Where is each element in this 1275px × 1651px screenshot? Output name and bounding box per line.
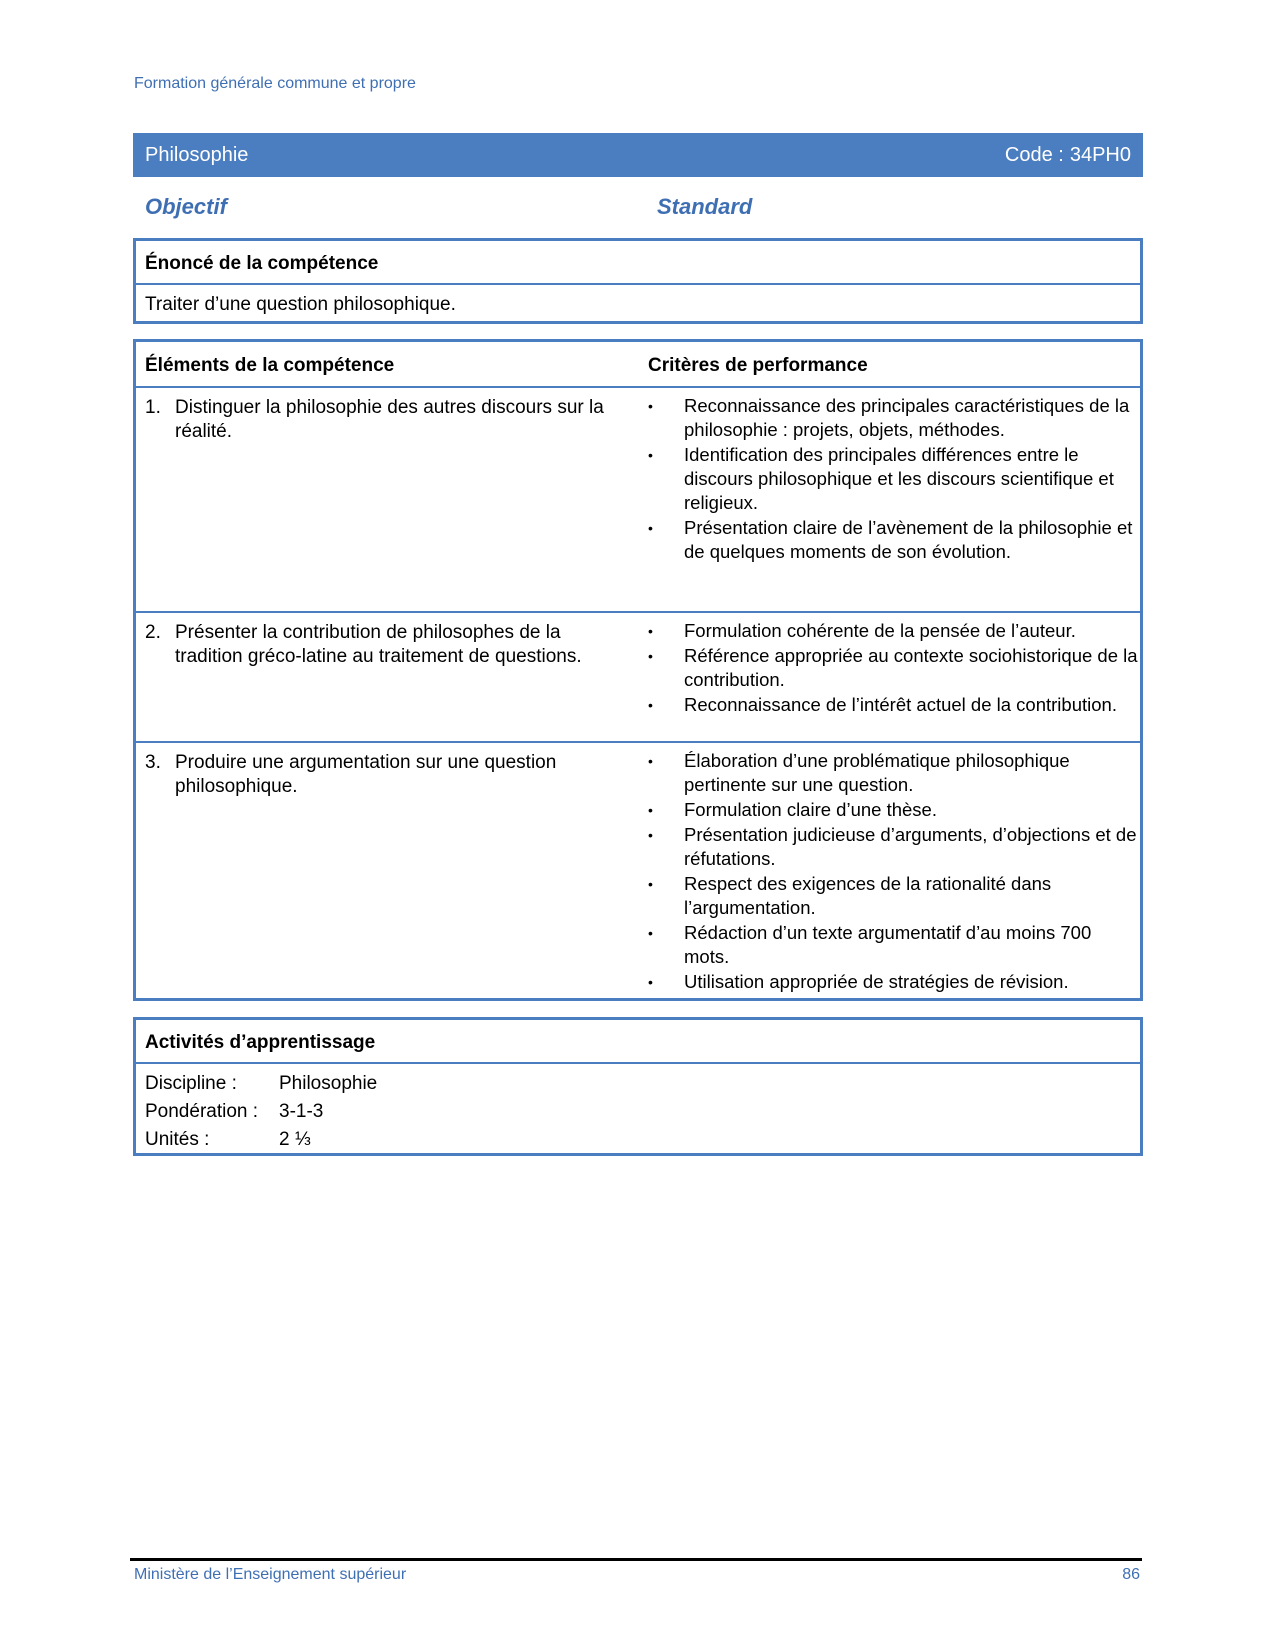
course-code-label: Code : <box>1004 143 1064 166</box>
element-description: Présenter la contribution de philosophes de la tradition gréco-latine au traitement de questions. <box>175 622 582 667</box>
ponderation-label: Pondération : <box>145 1101 259 1122</box>
criteria-item: • Présentation judicieuse d’arguments, d’objections et de réfutations. <box>648 824 1137 869</box>
page-number: 86 <box>1122 1566 1140 1583</box>
criteria-list <box>648 749 1138 995</box>
course-title: Philosophie <box>145 143 249 166</box>
unites-label: Unités : <box>145 1129 210 1150</box>
standard-heading: Standard <box>657 194 753 219</box>
bullet-icon: • <box>648 648 653 664</box>
criteria-item: • Identification des principales différences entre le discours philosophique et les discours scientifique et religieux. <box>648 444 1114 513</box>
criteria-item: • Utilisation appropriée de stratégies de révision. <box>648 971 1069 992</box>
bullet-icon: • <box>648 697 653 713</box>
footer-ministry: Ministère de l’Enseignement supérieur <box>134 1566 407 1583</box>
course-code <box>1005 144 1131 167</box>
bullet-icon: • <box>648 876 653 892</box>
criteria-list <box>648 394 1138 565</box>
element-row <box>136 613 1140 743</box>
footer-divider <box>130 1558 1142 1561</box>
element-description: Produire une argumentation sur une question philosophique. <box>175 752 557 797</box>
element-text <box>145 396 625 444</box>
element-row <box>136 743 1140 996</box>
element-number: 1. <box>145 397 161 418</box>
discipline-value: Philosophie <box>279 1073 378 1094</box>
activites-heading: Activités d’apprentissage <box>136 1020 1140 1064</box>
criteria-item: • Reconnaissance de l’intérêt actuel de la contribution. <box>648 694 1117 715</box>
element-text <box>145 621 625 669</box>
course-header-bar <box>133 133 1143 177</box>
elements-table-header <box>136 342 1140 388</box>
bullet-icon: • <box>648 925 653 941</box>
bullet-icon: • <box>648 520 653 536</box>
criteria-column-heading: Critères de performance <box>648 355 868 376</box>
bullet-icon: • <box>648 827 653 843</box>
element-number: 3. <box>145 752 161 773</box>
bullet-icon: • <box>648 974 653 990</box>
discipline-line <box>145 1070 1140 1098</box>
criteria-item: • Respect des exigences de la rationalité dans l’argumentation. <box>648 873 1052 918</box>
criteria-item: • Rédaction d’un texte argumentatif d’au moins 700 mots. <box>648 922 1092 967</box>
element-description: Distinguer la philosophie des autres discours sur la réalité. <box>175 397 604 442</box>
unites-line <box>145 1126 1140 1154</box>
bullet-icon: • <box>648 398 653 414</box>
bullet-icon: • <box>648 623 653 639</box>
enonce-heading: Énoncé de la compétence <box>136 241 1140 285</box>
discipline-label: Discipline : <box>145 1073 237 1094</box>
activites-box <box>133 1017 1143 1156</box>
bullet-icon: • <box>648 447 653 463</box>
activites-details <box>136 1064 1140 1154</box>
criteria-item: • Présentation claire de l’avènement de la philosophie et de quelques moments de son évolution. <box>648 517 1133 562</box>
enonce-box <box>133 238 1143 324</box>
element-row <box>136 388 1140 613</box>
elements-column-heading: Éléments de la compétence <box>145 355 395 376</box>
ponderation-value: 3-1-3 <box>279 1101 324 1122</box>
criteria-item: • Formulation claire d’une thèse. <box>648 799 937 820</box>
unites-value: 2 ⅓ <box>279 1129 311 1150</box>
bullet-icon: • <box>648 802 653 818</box>
criteria-item: • Référence appropriée au contexte sociohistorique de la contribution. <box>648 645 1138 690</box>
bullet-icon: • <box>648 753 653 769</box>
elements-table <box>133 339 1143 1001</box>
element-text <box>145 751 625 799</box>
criteria-item: • Formulation cohérente de la pensée de l’auteur. <box>648 620 1076 641</box>
criteria-item: • Reconnaissance des principales caractéristiques de la philosophie : projets, objets, méthodes. <box>648 395 1130 440</box>
course-code-value: 34PH0 <box>1069 143 1131 166</box>
ponderation-line <box>145 1098 1140 1126</box>
objectif-heading: Objectif <box>145 194 227 219</box>
top-label: Formation générale commune et propre <box>134 75 416 92</box>
element-number: 2. <box>145 622 161 643</box>
criteria-list <box>648 619 1138 718</box>
objectif-standard-row <box>145 194 1135 222</box>
enonce-text: Traiter d’une question philosophique. <box>145 294 456 315</box>
criteria-item: • Élaboration d’une problématique philosophique pertinente sur une question. <box>648 750 1070 795</box>
